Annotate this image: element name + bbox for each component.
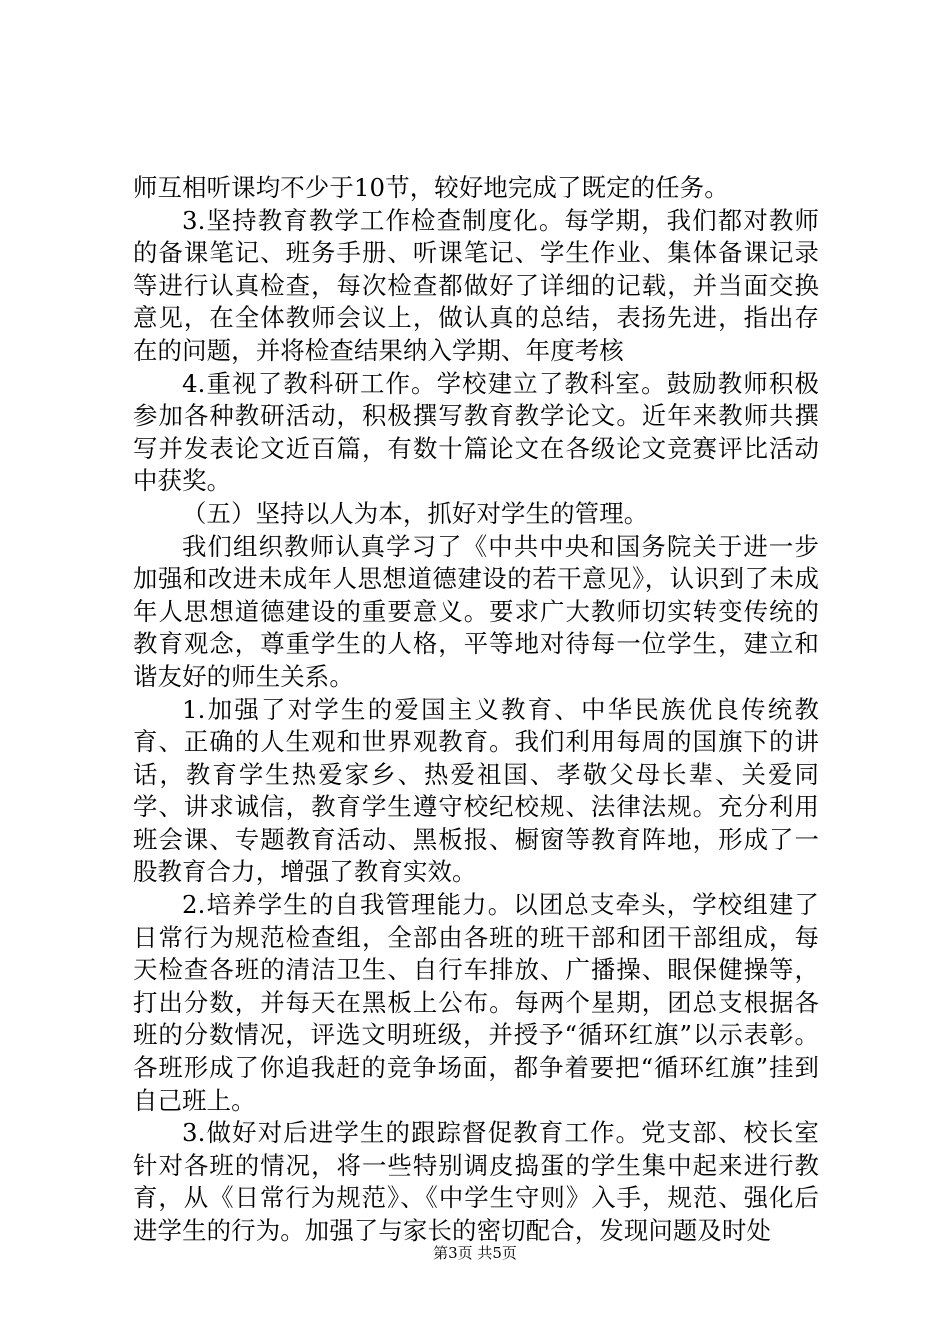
document-body bbox=[133, 172, 819, 1248]
section-heading-student-management: （五）坚持以人为本，抓好对学生的管理。 bbox=[182, 498, 649, 528]
paragraph-patriotic-education: 1.加强了对学生的爱国主义教育、中华民族优良传统教育、正确的人生观和世界观教育。我们利用每周的国旗下的讲话，教育学生热爱家乡、热爱祖国、孝敬父母长辈、关爱同学、讲求诚信，教育学生遵守校纪校规、法律法规。充分利用班会课、专题教育活动、黑板报、橱窗等教育阵地，形成了一股教育合力，增强了教育实效。 bbox=[133, 694, 819, 887]
page-number-footer: 第3页 共5页 bbox=[433, 1244, 517, 1262]
paragraph-moral-education: 我们组织教师认真学习了《中共中央和国务院关于进一步加强和改进未成年人思想道德建设的若干意见》，认识到了未成年人思想道德建设的重要意义。要求广大教师切实转变传统的教育观念，尊重学生的人格，平等地对待每一位学生，建立和谐友好的师生关系。 bbox=[133, 531, 819, 691]
paragraph-continuation: 师互相听课均不少于10节，较好地完成了既定的任务。 bbox=[133, 173, 729, 202]
paragraph-underachiever-education: 3.做好对后进学生的跟踪督促教育工作。党支部、校长室针对各班的情况，将一些特别调皮捣蛋的学生集中起来进行教育，从《日常行为规范》、《中学生守则》入手，规范、强化后进学生的行为。加强了与家长的密切配合，发现问题及时处 bbox=[133, 1118, 819, 1245]
paragraph-inspection-system: 3.坚持教育教学工作检查制度化。每学期，我们都对教师的备课笔记、班务手册、听课笔记、学生作业、集体备课记录等进行认真检查，每次检查都做好了详细的记载，并当面交换意见，在全体教师会议上，做认真的总结，表扬先进，指出存在的问题，并将检查结果纳入学期、年度考核 bbox=[133, 205, 819, 365]
paragraph-self-management: 2.培养学生的自我管理能力。以团总支牵头，学校组建了日常行为规范检查组，全部由各班的班干部和团干部组成，每天检查各班的清洁卫生、自行车排放、广播操、眼保健操等，打出分数，并每天在黑板上公布。每两个星期，团总支根据各班的分数情况，评选文明班级，并授予“循环红旗”以示表彰。各班形成了你追我赶的竞争场面，都争着要把“循环红旗”挂到自己班上。 bbox=[133, 890, 819, 1115]
paragraph-research-work: 4.重视了教科研工作。学校建立了教科室。鼓励教师积极参加各种教研活动，积极撰写教育教学论文。近年来教师共撰写并发表论文近百篇，有数十篇论文在各级论文竞赛评比活动中获奖。 bbox=[133, 368, 819, 496]
